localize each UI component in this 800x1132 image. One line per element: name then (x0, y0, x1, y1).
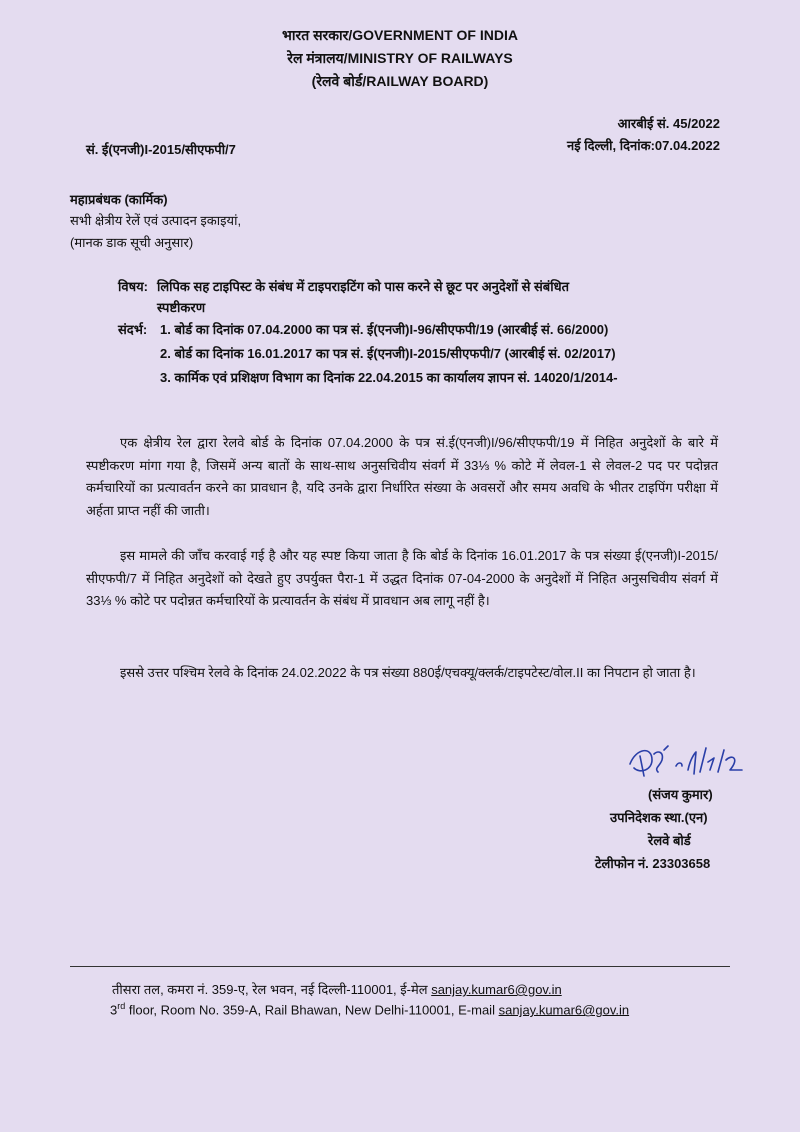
header-ministry: रेल मंत्रालय/MINISTRY OF RAILWAYS (287, 50, 513, 66)
reference-label: संदर्भ: (118, 322, 148, 337)
handwritten-signature (618, 736, 748, 816)
footer-english-text: floor, Room No. 359-A, Rail Bhawan, New Delhi-110001, E-mail (125, 1002, 495, 1018)
addressee-title: महाप्रबंधक (कार्मिक) (70, 192, 168, 207)
addressee-line: सभी क्षेत्रीय रेलें एवं उत्पादन इकाइयां, (70, 213, 242, 228)
subject-line-1: लिपिक सह टाइपिस्ट के संबंध में टाइपराइटिंग को पास करने से छूट पर अनुदेशों से संबंधित (157, 279, 569, 294)
reference-item-3: 3. कार्मिक एवं प्रशिक्षण विभाग का दिनांक 22.04.2015 का कार्यालय ज्ञापन सं. 14020/1/2014- (160, 370, 618, 385)
signatory-designation: उपनिदेशक स्था.(एन) (610, 810, 708, 825)
place-date: नई दिल्ली, दिनांक:07.04.2022 (567, 138, 720, 153)
body-paragraph-1: एक क्षेत्रीय रेल द्वारा रेलवे बोर्ड के दिनांक 07.04.2000 के पत्र सं.ई(एनजी)I/96/सीएफपी/19 में निहित अनुदेशों के बारे में स्पष्टीकरण मांगा गया है, जिसमें अन्य बातों के साथ-साथ अनुसचिवीय संवर्ग में 33⅓ % कोटे में लेवल-1 से लेवल-2 पद पर पदोन्नत कर्मचारियों का प्रत्यावर्तन करने का प्रावधान है, यदि उनके द्वारा निर्धारित संख्या के अवसरों और समय अवधि के भीतर टाइपिंग परीक्षा में अर्हता प्राप्त नहीं की जाती। (86, 435, 718, 518)
subject-line-2: स्पष्टीकरण (157, 300, 206, 315)
signatory-office: रेलवे बोर्ड (648, 833, 691, 848)
addressee-note: (मानक डाक सूची अनुसार) (70, 235, 194, 250)
footer-email-link-en[interactable]: sanjay.kumar6@gov.in (498, 1002, 630, 1018)
footer-hindi-text: तीसरा तल, कमरा नं. 359-ए, रेल भवन, नई दिल्ली-110001, ई-मेल (112, 982, 428, 997)
reference-item-2: 2. बोर्ड का दिनांक 16.01.2017 का पत्र सं. ई(एनजी)I-2015/सीएफपी/7 (आरबीई सं. 02/2017) (160, 346, 616, 361)
signatory-phone: टेलीफोन नं. 23303658 (595, 856, 711, 871)
footer-divider (70, 966, 730, 967)
header-govt: भारत सरकार/GOVERNMENT OF INDIA (282, 27, 518, 43)
body-paragraph-2: इस मामले की जाँच करवाई गई है और यह स्पष्ट किया जाता है कि बोर्ड के दिनांक 16.01.2017 के पत्र संख्या ई(एनजी)I-2015/सीएफपी/7 में निहित अनुदेशों को देखते हुए उपर्युक्त पैरा-1 में उद्धत दिनांक 07-04-2000 के अनुदेशों में निहित अनुसचिवीय संवर्ग में 33⅓ % कोटे पर पदोन्नत कर्मचारियों के प्रत्यावर्तन के संबंध में प्रावधान अब लागू नहीं है। (86, 548, 718, 608)
footer-floor-suffix: rd (117, 1001, 126, 1011)
rbe-number: आरबीई सं. 45/2022 (617, 116, 720, 131)
signatory-name: (संजय कुमार) (648, 787, 713, 802)
footer-english-address (110, 1001, 629, 1017)
body-paragraph-3: इससे उत्तर पश्चिम रेलवे के दिनांक 24.02.2022 के पत्र संख्या 880ई/एचक्यू/क्लर्क/टाइपटेस्ट/वोल.II का निपटान हो जाता है। (120, 665, 696, 680)
subject-label: विषय: (118, 279, 148, 294)
header-board: (रेलवे बोर्ड/RAILWAY BOARD) (311, 73, 489, 89)
footer-floor-number: 3 (110, 1002, 118, 1018)
footer-email-link-hi[interactable]: sanjay.kumar6@gov.in (431, 982, 562, 997)
reference-item-1: 1. बोर्ड का दिनांक 07.04.2000 का पत्र सं. ई(एनजी)I-96/सीएफपी/19 (आरबीई सं. 66/2000) (160, 322, 609, 337)
file-number: सं. ई(एनजी)I-2015/सीएफपी/7 (86, 142, 236, 157)
footer-hindi-address (112, 980, 562, 998)
